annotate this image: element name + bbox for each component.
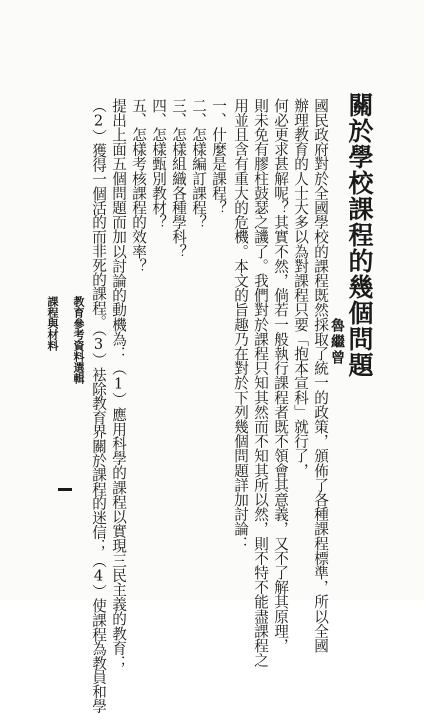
question-item: 五、怎樣考核課程的效率？ <box>130 98 147 274</box>
paragraph-line: 國民政府對於全國學校的課程既然採取了統一的政策，頒佈了各種課程標準，所以全國 <box>312 98 329 653</box>
margin-series-title: 教育參考資料選輯 <box>72 296 85 384</box>
question-item: 四、怎樣甄別教材？ <box>150 98 167 230</box>
author-name: 魯繼曾 <box>329 318 345 366</box>
paragraph-line: 何必更求甚解呢？其實不然，倘若一般執行課程者既不領會其意義，又不了解其原理， <box>272 98 289 653</box>
margin-section-title: 課程與材料 <box>46 296 59 351</box>
closing-line: 提出上面五個問題而加以討論的動機為：（1）應用科學的課程以實現三民主義的教育； <box>110 98 127 670</box>
article-title: 關於學校課程的幾個問題 <box>345 92 374 378</box>
question-item: 二、怎樣編訂課程？ <box>190 98 207 230</box>
page-number-mark <box>58 488 72 491</box>
paragraph-line: 辦理教育的人士大多以為對課程只要「抱本宣科」就行了， <box>292 98 309 478</box>
paragraph-line: 用並且含有重大的危機。本文的旨趣乃在對於下列幾個問題詳加討論： <box>232 98 249 551</box>
question-item: 一、什麼是課程？ <box>210 98 227 215</box>
paragraph-line: 則未免有膠柱鼓瑟之譏了。我們對於課程只知其然而不知其所以然，則不特不能盡課程之 <box>252 98 269 668</box>
closing-line: （2）獲得一個活的而非死的課程。（3）袪除教育界關於課程的迷信；（4）使課程為教員和學 <box>90 98 107 713</box>
question-item: 三、怎樣組織各種學科？ <box>170 98 187 259</box>
